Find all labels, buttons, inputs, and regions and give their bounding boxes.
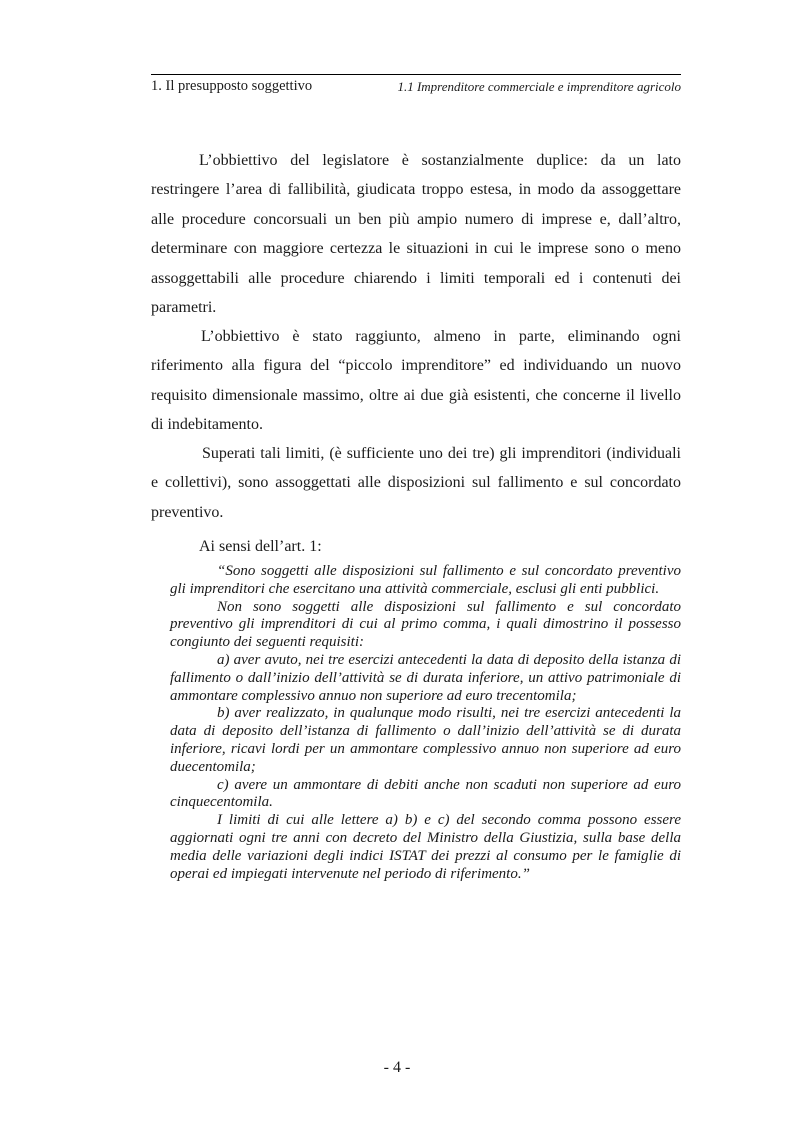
body-paragraph: L’obbiettivo è stato raggiunto, almeno in parte, eliminando ogni riferimento alla figura del “piccolo imprenditore” ed individuando un nuovo requisito dimensionale massimo, oltre ai due già esistenti, che concerne il livello di indebitamento. <box>151 328 681 434</box>
legal-quote-block <box>170 563 681 883</box>
body-paragraph-intro: Ai sensi dell’art. 1: <box>199 538 322 555</box>
body-paragraph: L’obbiettivo del legislatore è sostanzialmente duplice: da un lato restringere l’area di fallibilità, giudicata troppo estesa, in modo da assoggettare alle procedure concorsuali un ben più ampio numero di imprese e, dall’altro, determinare con maggiore certezza le situazioni in cui le imprese sono o meno assoggettabili alle procedure chiarendo i limiti temporali ed i contenuti dei parametri. <box>151 152 681 317</box>
page-number: - 4 - <box>383 1059 411 1076</box>
quote-paragraph: c) avere un ammontare di debiti anche non scaduti non superiore ad euro cinquecentomila. <box>170 776 681 811</box>
running-header <box>151 74 681 94</box>
quote-paragraph: Non sono soggetti alle disposizioni sul fallimento e sul concordato preventivo gli imprenditori di cui al primo comma, i quali dimostrino il possesso congiunto dei seguenti requisiti: <box>170 598 681 651</box>
quote-paragraph: “Sono soggetti alle disposizioni sul fallimento e sul concordato preventivo gli imprenditori che esercitano una attività commerciale, esclusi gli enti pubblici. <box>170 563 681 597</box>
body-paragraph: Superati tali limiti, (è sufficiente uno dei tre) gli imprenditori (individuali e collettivi), sono assoggettati alle disposizioni sul fallimento e sul concordato preventivo. <box>151 445 681 521</box>
quote-paragraph: a) aver avuto, nei tre esercizi antecedenti la data di deposito della istanza di fallimento o dall’inizio dell’attività se di durata inferiore, un attivo patrimoniale di ammontare complessivo annuo non superiore ad euro trecentomila; <box>170 651 681 704</box>
header-section-title: 1.1 Imprenditore commerciale e imprenditore agricolo <box>397 79 681 94</box>
quote-paragraph: I limiti di cui alle lettere a) b) e c) del secondo comma possono essere aggiornati ogni tre anni con decreto del Ministro della Giustizia, sulla base della media delle variazioni degli indici ISTAT dei prezzi al consumo per le famiglie di operai ed impiegati intervenute nel periodo di riferimento.” <box>170 812 681 882</box>
quote-paragraph: b) aver realizzato, in qualunque modo risulti, nei tre esercizi antecedenti la data di deposito dell’istanza di fallimento o dall’inizio dell’attività se di durata inferiore, ricavi lordi per un ammontare complessivo annuo non superiore ad euro duecentomila; <box>170 705 681 775</box>
header-chapter-title: 1. Il presupposto soggettivo <box>151 78 313 94</box>
